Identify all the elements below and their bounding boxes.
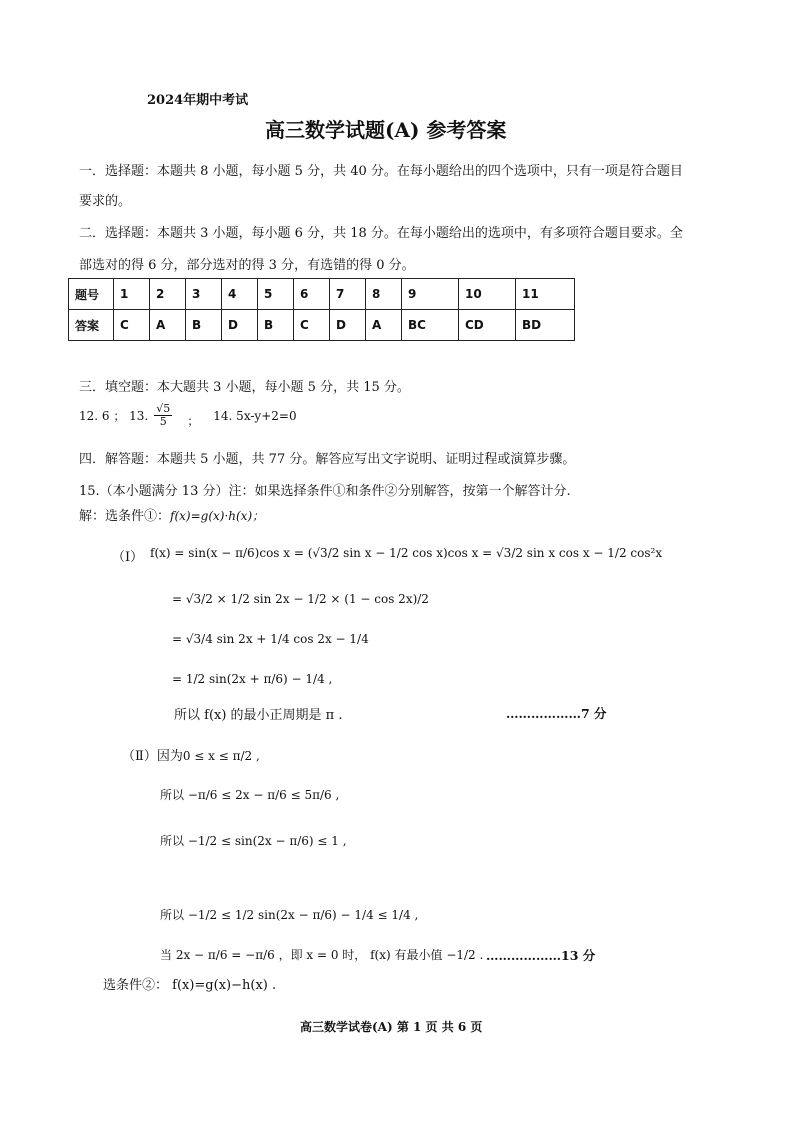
table-cell: BC — [402, 310, 459, 341]
table-cell: 8 — [366, 279, 402, 310]
fill-answers — [79, 402, 297, 429]
table-cell: 9 — [402, 279, 459, 310]
derivation-line-3: = √3/4 sin 2x + 1/4 cos 2x − 1/4 — [172, 632, 369, 646]
part2-step-3: 所以 −1/2 ≤ 1/2 sin(2x − π/6) − 1/4 ≤ 1/4 , — [160, 908, 419, 922]
part2-step-1: 所以 −π/6 ≤ 2x − π/6 ≤ 5π/6 , — [160, 788, 340, 802]
score-13: ………………13 分 — [486, 948, 596, 963]
part2-step-4: 当 2x − π/6 = −π/6 ，即 x = 0 时， f(x) 有最小值 −1/2 . — [160, 948, 484, 962]
table-cell: CD — [459, 310, 516, 341]
table-cell: 1 — [114, 279, 150, 310]
answer-14: 14. 5x-y+2=0 — [213, 408, 297, 423]
row-label: 题号 — [69, 279, 114, 310]
derivation-line-2: = √3/2 × 1/2 sin 2x − 1/2 × (1 − cos 2x)/2 — [172, 592, 429, 606]
derivation-line-4: = 1/2 sin(2x + π/6) − 1/4 , — [172, 672, 333, 686]
table-cell: C — [114, 310, 150, 341]
part2-line2: 部选对的得 6 分，部分选对的得 3 分，有选错的得 0 分。 — [79, 258, 415, 273]
answer-13-denominator: 5 — [159, 415, 167, 428]
part2-line — [122, 745, 260, 764]
table-cell: A — [366, 310, 402, 341]
part1-line2: 要求的。 — [79, 194, 132, 209]
part3-heading: 三．填空题：本大题共 3 小题，每小题 5 分，共 15 分。 — [79, 380, 410, 395]
score-7: ………………7 分 — [506, 706, 607, 721]
table-cell: D — [330, 310, 366, 341]
table-cell: 5 — [258, 279, 294, 310]
table-cell: C — [294, 310, 330, 341]
choose1-line — [79, 505, 264, 524]
exam-label: 2024年期中考试 — [147, 93, 249, 108]
choose1-label: 解：选条件①： — [79, 509, 171, 524]
table-row — [69, 279, 575, 310]
part2-condition: 0 ≤ x ≤ π/2 , — [182, 749, 260, 763]
table-cell: 3 — [186, 279, 222, 310]
answer-13-numerator: √5 — [156, 402, 171, 416]
part2-line1: 二．选择题：本题共 3 小题，每小题 6 分，共 18 分。在每小题给出的选项中，有多项符合题目要求。全 — [79, 226, 683, 241]
table-cell: 4 — [222, 279, 258, 310]
part2-label: （Ⅱ）因为 — [122, 749, 183, 764]
row-label: 答案 — [69, 310, 114, 341]
table-cell: BD — [516, 310, 575, 341]
table-cell: B — [258, 310, 294, 341]
table-cell: A — [150, 310, 186, 341]
answer-table — [68, 278, 575, 341]
page-footer: 高三数学试卷(A) 第 1 页 共 6 页 — [300, 1020, 483, 1034]
table-cell: 10 — [459, 279, 516, 310]
table-cell: 7 — [330, 279, 366, 310]
part1-line1: 一．选择题：本题共 8 小题，每小题 5 分，共 40 分。在每小题给出的四个选项中，只有一项是符合题目 — [79, 164, 683, 179]
table-cell: 11 — [516, 279, 575, 310]
answer-12-13-label: 12. 6 ； 13. — [79, 409, 149, 423]
table-row — [69, 310, 575, 341]
choose1-formula: f(x)=g(x)·h(x)； — [170, 509, 265, 523]
period-statement: 所以 f(x) 的最小正周期是 π . — [174, 708, 343, 723]
page-title: 高三数学试题(A) 参考答案 — [265, 118, 507, 142]
choose2-line: 选条件②： f(x)=g(x)−h(x) . — [103, 978, 277, 993]
table-cell: D — [222, 310, 258, 341]
part2-step-2: 所以 −1/2 ≤ sin(2x − π/6) ≤ 1 , — [160, 834, 347, 848]
table-cell: 6 — [294, 279, 330, 310]
table-cell: 2 — [150, 279, 186, 310]
answer-separator: ； — [187, 414, 200, 428]
q15-intro: 15.（本小题满分 13 分）注：如果选择条件①和条件②分别解答，按第一个解答计分. — [79, 484, 571, 499]
part1-label: （Ⅰ） — [112, 550, 144, 565]
derivation-line-1: f(x) = sin(x − π/6)cos x = (√3/2 sin x − 1/2 cos x)cos x = √3/2 sin x cos x − 1/2 cos²x — [150, 546, 663, 560]
table-cell: B — [186, 310, 222, 341]
part4-heading: 四．解答题：本题共 5 小题，共 77 分。解答应写出文字说明、证明过程或演算步骤。 — [79, 452, 576, 467]
answer-13-fraction — [154, 403, 172, 427]
